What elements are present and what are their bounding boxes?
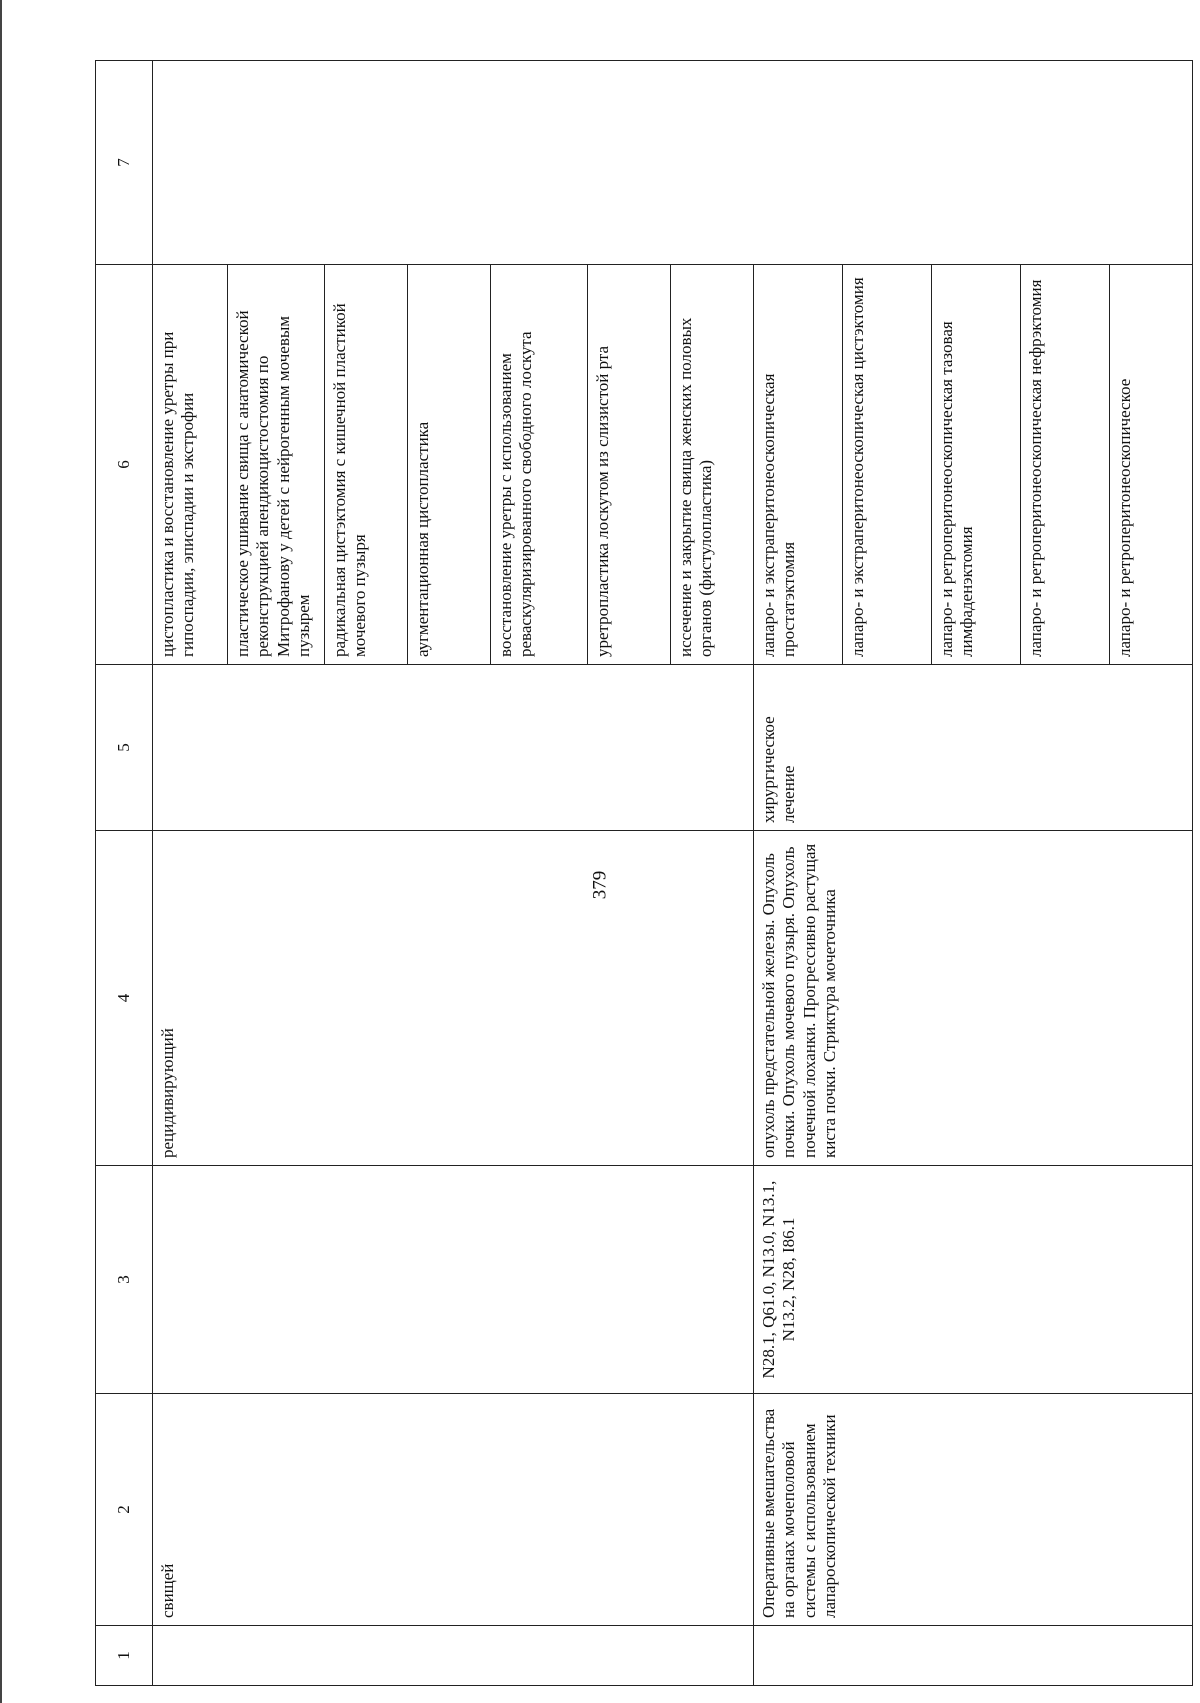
- page-edge: [0, 0, 2, 1703]
- cell-method: восстановление уретры с использованием реваскуляризированного свободного лоскута: [491, 265, 588, 665]
- cell-treatment-type: [153, 665, 754, 831]
- cell-number: [153, 1626, 754, 1686]
- page-number-text: 379: [589, 870, 610, 900]
- cell-method: лапаро- и экстраперитонеоскопическая простатэктомия: [754, 265, 843, 665]
- cell-method: аугментационная цистопластика: [408, 265, 491, 665]
- cell-section: Оперативные вмешательства на органах мочеполовой системы с использованием лапароскопической техники: [754, 1394, 1193, 1626]
- cell-method: иссечение и закрытие свища женских половых органов (фистулопластика): [671, 265, 754, 665]
- table-row: [754, 61, 843, 1686]
- cell-diagnosis: опухоль предстательной железы. Опухоль почки. Опухоль мочевого пузыря. Опухоль почечной лоханки. Прогрессивно растущая киста почки. Стриктура мочеточника: [754, 831, 1193, 1166]
- cell-number: [754, 1626, 1193, 1686]
- table-header-row: [96, 61, 153, 1686]
- cell-cost: [153, 61, 1193, 265]
- cell-method: пластическое ушивание свища с анатомической реконструкцией апендикоцистостомия по Митрофанову у детей с нейрогенным мочевым пузырем: [228, 265, 325, 665]
- column-header: 5: [96, 665, 153, 831]
- cell-treatment-type: хирургическое лечение: [754, 665, 1193, 831]
- cell-icd-codes: [153, 1166, 754, 1394]
- cell-method: лапаро- и ретроперитонеоскопическое: [1110, 265, 1193, 665]
- cell-section: свищей: [153, 1394, 754, 1626]
- cell-method: цистопластика и восстановление уретры при гипоспадии, эписпадии и экстрофии: [153, 265, 228, 665]
- column-header: 7: [96, 61, 153, 265]
- cell-icd-codes: N28.1, Q61.0, N13.0, N13.1, N13.2, N28, I86.1: [754, 1166, 1193, 1394]
- column-header: 6: [96, 265, 153, 665]
- cell-method: лапаро- и ретроперитонеоскопическая нефрэктомия: [1021, 265, 1110, 665]
- cell-method: лапаро- и ретроперитонеоскопическая тазовая лимфаденэктомия: [932, 265, 1021, 665]
- table-row: [153, 61, 228, 1686]
- column-header: 3: [96, 1166, 153, 1394]
- cell-method: радикальная цистэктомия с кишечной пластикой мочевого пузыря: [325, 265, 408, 665]
- column-header: 2: [96, 1394, 153, 1626]
- procedures-table: [95, 60, 1193, 1686]
- column-header: 1: [96, 1626, 153, 1686]
- cell-diagnosis: рецидивирующий: [153, 831, 754, 1166]
- column-header: 4: [96, 831, 153, 1166]
- cell-method: лапаро- и экстраперитонеоскопическая цистэктомия: [843, 265, 932, 665]
- cell-method: уретропластика лоскутом из слизистой рта: [588, 265, 671, 665]
